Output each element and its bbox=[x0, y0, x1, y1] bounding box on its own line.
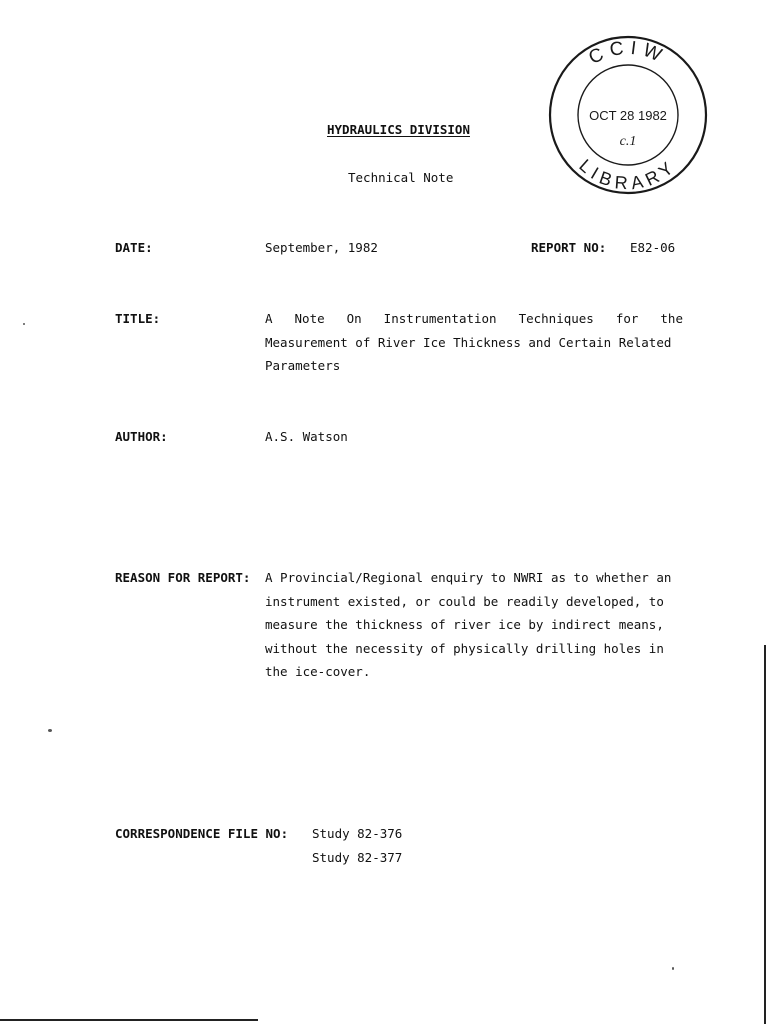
document-type: Technical Note bbox=[348, 170, 454, 185]
reason-value bbox=[265, 570, 671, 688]
scan-speck bbox=[672, 967, 674, 970]
title-value bbox=[265, 311, 683, 382]
correspondence-values bbox=[312, 826, 402, 873]
stamp-top-text: CCIW bbox=[585, 37, 671, 69]
correspondence-label: CORRESPONDENCE FILE NO: bbox=[115, 826, 289, 841]
scan-speck bbox=[23, 323, 25, 325]
reason-line: instrument existed, or could be readily developed, to bbox=[265, 593, 664, 609]
correspondence-value: Study 82-377 bbox=[312, 849, 403, 865]
title-line: A Note On Instrumentation Techniques for the bbox=[265, 311, 683, 326]
reason-label: REASON FOR REPORT: bbox=[115, 570, 251, 585]
author-value: A.S. Watson bbox=[265, 429, 348, 444]
title-label: TITLE: bbox=[115, 311, 161, 326]
report-number-value: E82-06 bbox=[630, 240, 676, 255]
bottom-edge-line bbox=[0, 1019, 258, 1021]
report-number-label: REPORT NO: bbox=[531, 240, 607, 255]
title-line: Measurement of River Ice Thickness and Certain Related bbox=[265, 334, 672, 350]
division-heading: HYDRAULICS DIVISION bbox=[327, 122, 470, 137]
stamp-copy: c.1 bbox=[619, 134, 637, 149]
date-label: DATE: bbox=[115, 240, 153, 255]
correspondence-value: Study 82-376 bbox=[312, 826, 403, 841]
date-value: September, 1982 bbox=[265, 240, 378, 255]
reason-line: the ice-cover. bbox=[265, 664, 371, 679]
reason-line: without the necessity of physically drilling holes in bbox=[265, 640, 664, 656]
title-line: Parameters bbox=[265, 358, 341, 373]
scan-speck bbox=[48, 729, 52, 732]
reason-line: measure the thickness of river ice by indirect means, bbox=[265, 617, 664, 632]
stamp-bottom-text: LIBRARY bbox=[575, 155, 681, 194]
svg-text:LIBRARY bbox=[575, 155, 680, 193]
author-label: AUTHOR: bbox=[115, 429, 168, 444]
page-edge-line bbox=[764, 645, 766, 1024]
reason-line: A Provincial/Regional enquiry to NWRI as to whether an bbox=[265, 570, 672, 585]
stamp-date: OCT 28 1982 bbox=[589, 108, 667, 123]
library-stamp bbox=[545, 32, 711, 198]
